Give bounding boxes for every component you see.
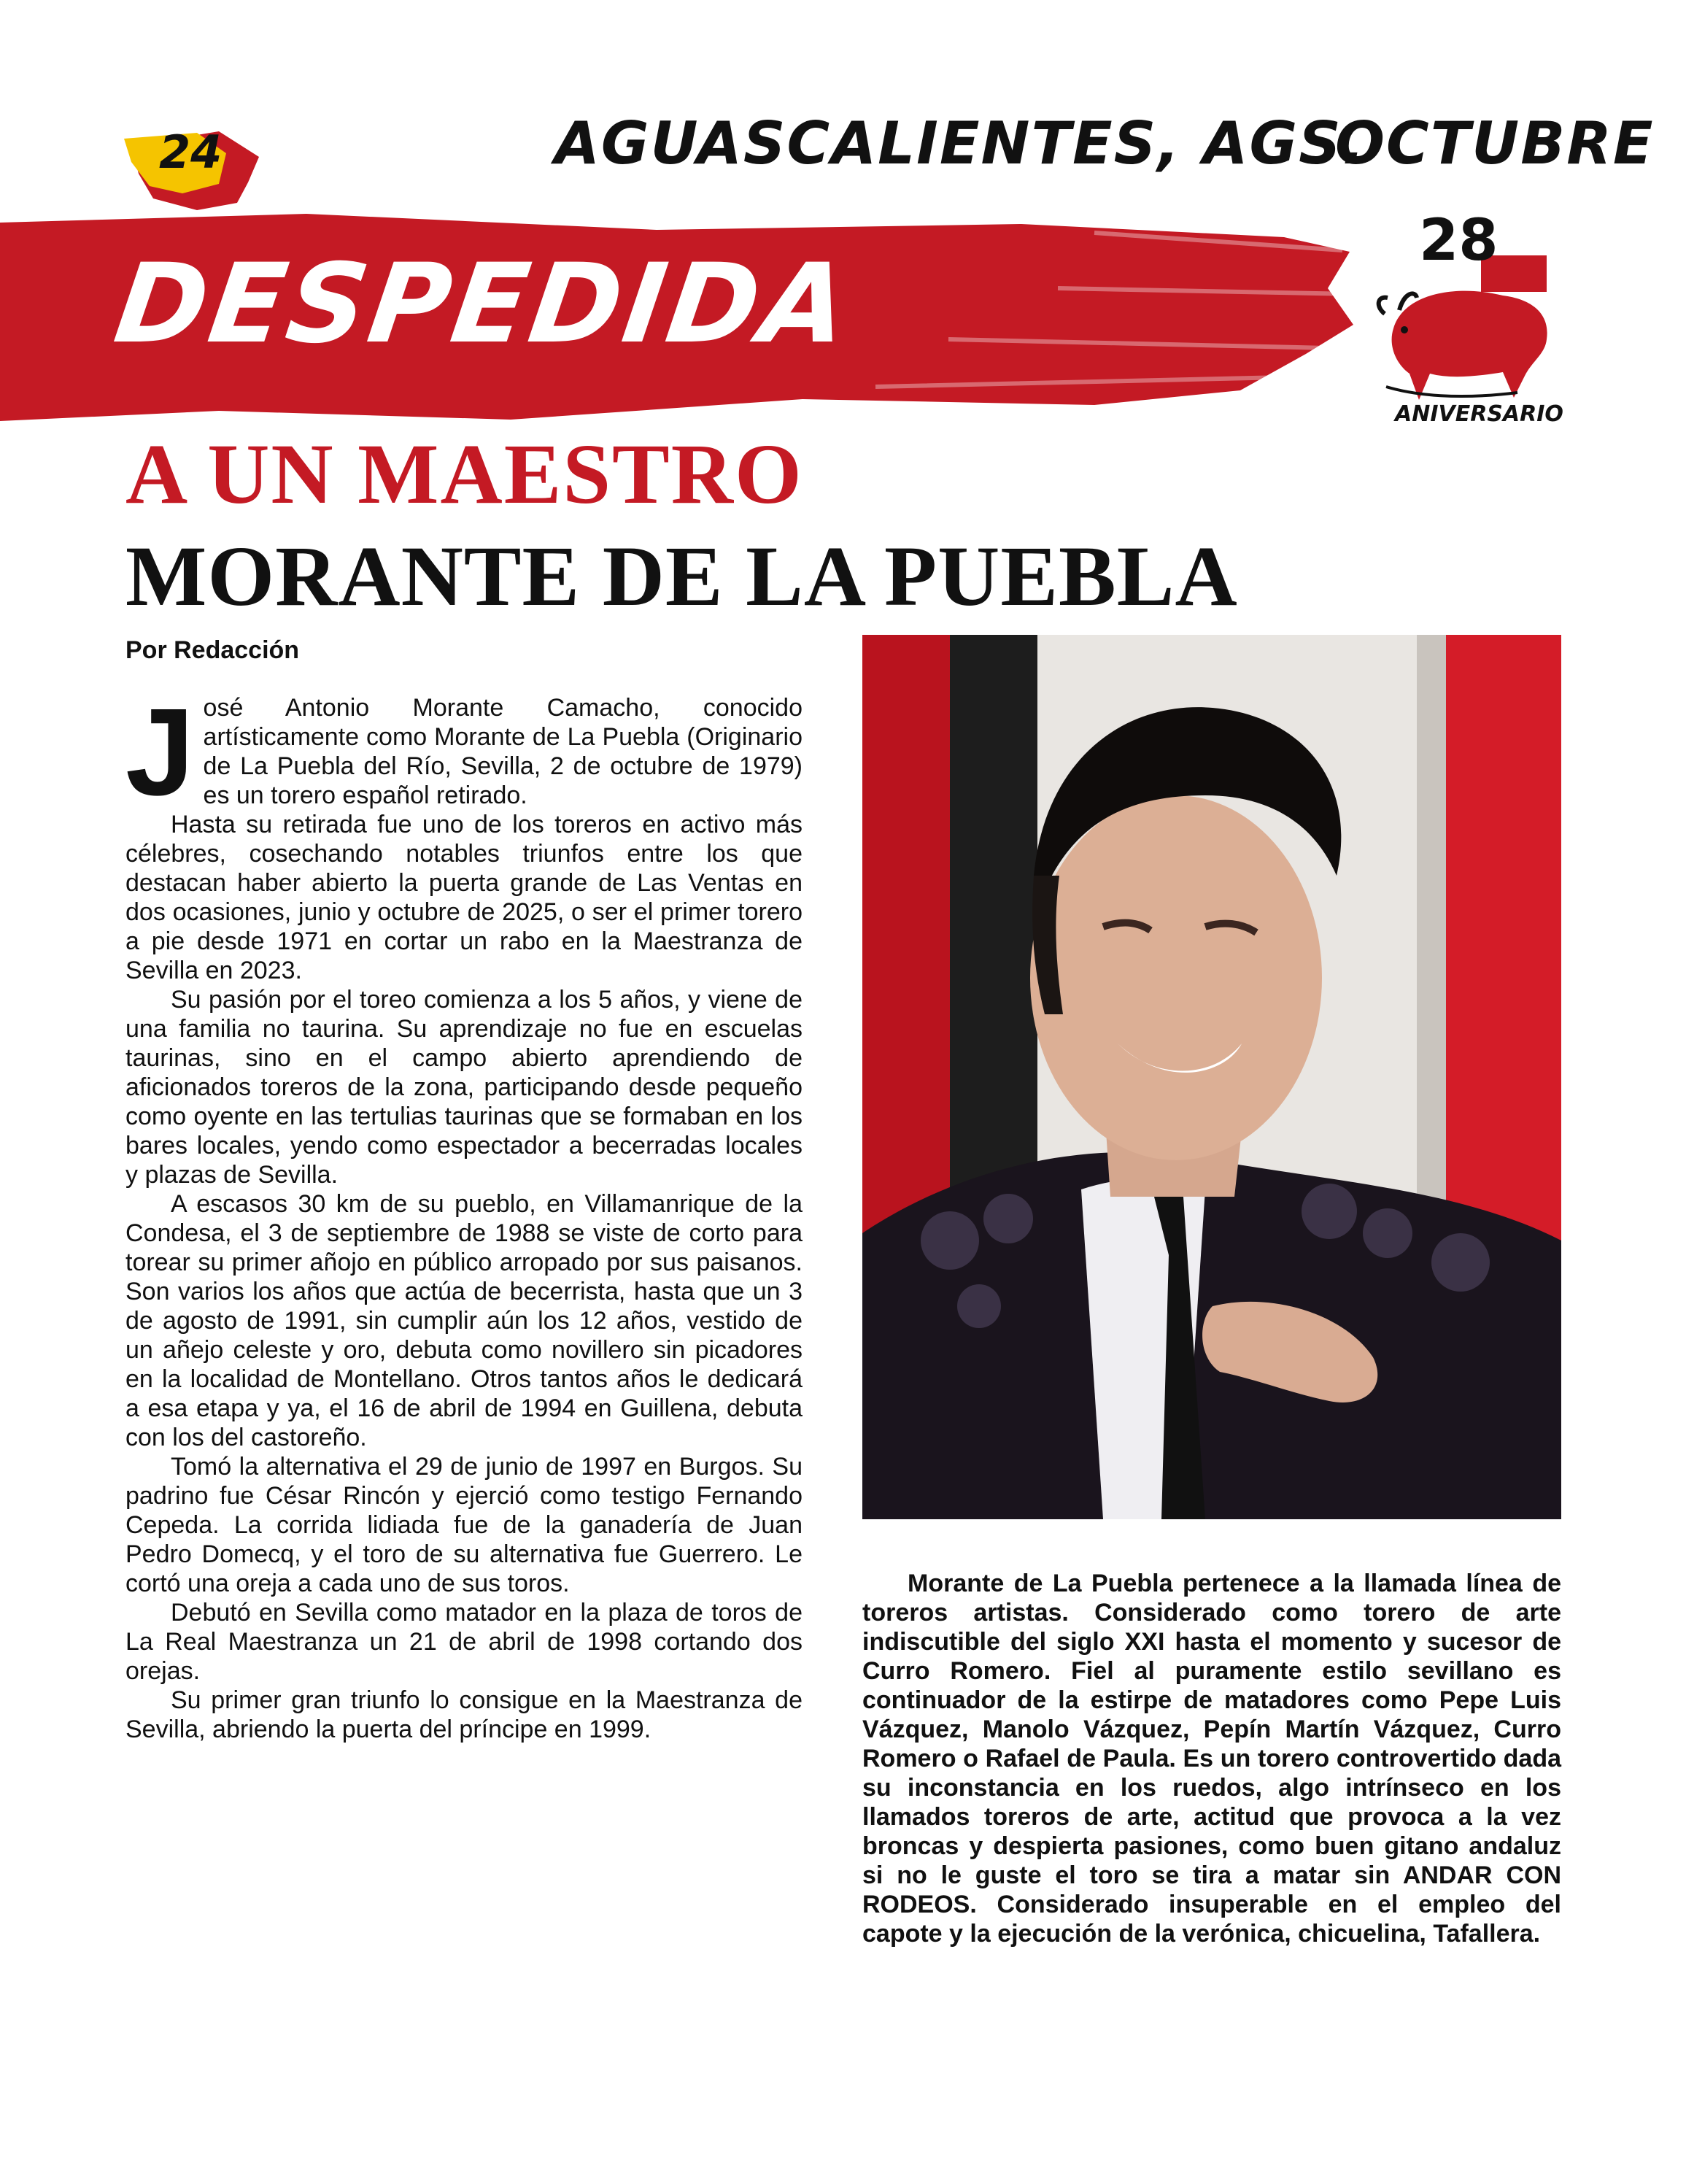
article-paragraph: Su pasión por el toreo comienza a los 5 años, y viene de una familia no taurina. Su aprendizaje no fue en escuelas taurinas, sino en el campo abierto aprendiendo de aficionados toreros de la zona, participando desde pequeño como oyente en las tertulias taurinas que se formaban en los bares locales, yendo como espectador a becerradas locales y plazas de Sevilla. — [125, 986, 803, 1189]
article-headline: MORANTE DE LA PUEBLA — [125, 528, 1238, 624]
paragraph-text: osé Antonio Morante Camacho, conocido artísticamente como Morante de La Puebla (Originario de La Puebla del Río, Sevilla, 2 de octubre de 1979) es un torero español retirado. — [203, 694, 803, 809]
anniversary-label: ANIVERSARIO — [1395, 401, 1563, 427]
article-column-right — [862, 1569, 1561, 1948]
header-month: OCTUBRE — [1335, 109, 1655, 177]
article-paragraph: Debutó en Sevilla como matador en la plaza de toros de La Real Maestranza un 21 de abril de 1998 cortando dos orejas. — [125, 1599, 803, 1685]
article-byline: Por Redacción — [125, 636, 300, 664]
anniversary-number: 28 — [1419, 208, 1499, 274]
article-paragraph: A escasos 30 km de su pueblo, en Villamanrique de la Condesa, el 3 de septiembre de 1988 se viste de corto para torear su primer añojo en público arropado por sus paisanos. Son varios los años que actúa de becerrista, hasta que un 3 de agosto de 1991, sin cumplir aún los 12 años, vestido de un añejo celeste y oro, debuta como novillero sin picadores en la localidad de Montellano. Otros tantos años le dedicará a esa etapa y ya, el 16 de abril de 1994 en Guillena, debuta con los del castoreño. — [125, 1190, 803, 1451]
article-kicker: A UN MAESTRO — [125, 426, 803, 522]
header-city: AGUASCALIENTES, AGS. — [554, 109, 1366, 177]
drop-cap: J — [125, 683, 195, 822]
section-label: DESPEDIDA — [107, 241, 859, 368]
article-paragraph: Morante de La Puebla pertenece a la llamada línea de toreros artistas. Considerado como torero de arte indiscutible del siglo XXI hasta el momento y sucesor de Curro Romero. Fiel al puramente estilo sevillano es continuador de la estirpe de matadores como Pepe Luis Vázquez, Manolo Vázquez, Pepín Martín Vázquez, Curro Romero o Rafael de Paula. Es un torero controvertido dada su inconstancia en los ruedos, algo intrínseco en los llamados toreros de arte, actitud que provoca a la vez broncas y despierta pasiones, como buen gitano andaluz si no le guste el toro se tira a matar sin ANDAR CON RODEOS. Considerado insuperable en el empleo del capote y la ejecución de la verónica, chicuelina, Tafallera. — [862, 1570, 1561, 1948]
article-paragraph: Su primer gran triunfo lo consigue en la Maestranza de Sevilla, abriendo la puerta del príncipe en 1999. — [125, 1686, 803, 1743]
portrait-photo — [862, 635, 1561, 1519]
article-column-left — [125, 683, 803, 1744]
page-number: 24 — [159, 126, 223, 179]
article-paragraph: Tomó la alternativa el 29 de junio de 1997 en Burgos. Su padrino fue César Rincón y ejerció como testigo Fernando Cepeda. La corrida lidiada fue de la ganadería de Juan Pedro Domecq, y el toro de su alternativa fue Guerrero. Le cortó una oreja a cada uno de sus toros. — [125, 1453, 803, 1597]
article-paragraph: Hasta su retirada fue uno de los toreros en activo más célebres, cosechando notables triunfos entre los que destacan haber abierto la puerta grande de Las Ventas en dos ocasiones, junio y octubre de 2025, o ser el primer torero a pie desde 1971 en cortar un rabo en la Maestranza de Sevilla en 2023. — [125, 811, 803, 984]
article-paragraph — [125, 683, 803, 822]
